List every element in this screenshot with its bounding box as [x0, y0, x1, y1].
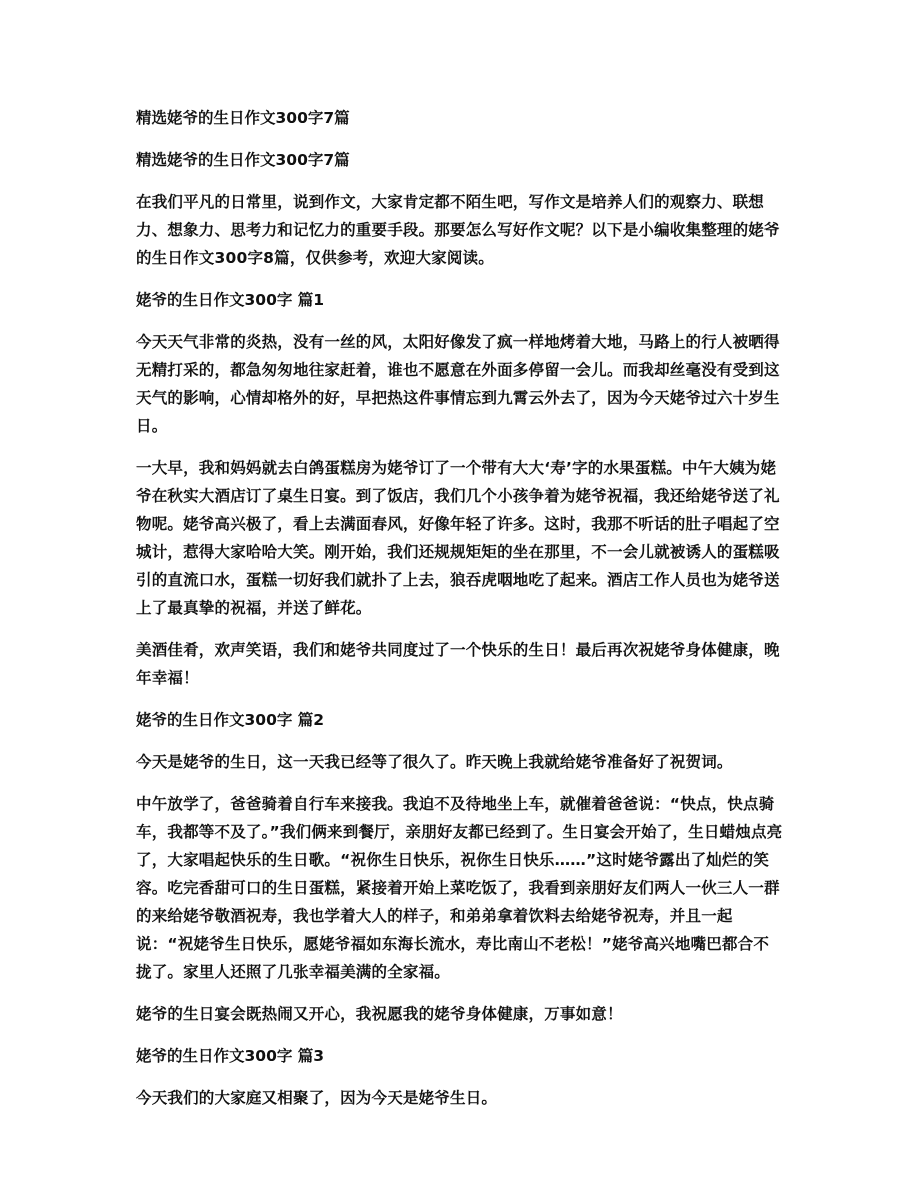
section-2 — [136, 706, 784, 1028]
document-subtitle: 精选姥爷的生日作文300字7篇 — [136, 151, 350, 169]
section-1 — [136, 286, 784, 692]
intro-paragraph: 在我们平凡的日常里，说到作文，大家肯定都不陌生吧，写作文是培养人们的观察力、联想力、想象力、思考力和记忆力的重要手段。那要怎么写好作文呢？以下是小编收集整理的姥爷的生日作文300字8篇，仅供参考，欢迎大家阅读。 — [136, 193, 780, 267]
section-heading: 姥爷的生日作文300字 篇2 — [136, 711, 325, 729]
document-title: 精选姥爷的生日作文300字7篇 — [136, 109, 350, 127]
document-body — [136, 104, 784, 1126]
section-heading: 姥爷的生日作文300字 篇3 — [136, 1047, 325, 1065]
section-3 — [136, 1042, 784, 1112]
section-heading: 姥爷的生日作文300字 篇1 — [136, 291, 325, 309]
section-paragraph: 今天天气非常的炎热，没有一丝的风，太阳好像发了疯一样地烤着大地，马路上的行人被晒得无精打采的，都急匆匆地往家赶着，谁也不愿意在外面多停留一会儿。而我却丝毫没有受到这天气的影响，心情却格外的好，早把热这件事情忘到九霄云外去了，因为今天姥爷过六十岁生日。 — [136, 333, 780, 435]
section-paragraph: 今天我们的大家庭又相聚了，因为今天是姥爷生日。 — [136, 1089, 498, 1107]
section-paragraph: 今天是姥爷的生日，这一天我已经等了很久了。昨天晚上我就给姥爷准备好了祝贺词。 — [136, 753, 733, 771]
section-paragraph: 中午放学了，爸爸骑着自行车来接我。我迫不及待地坐上车，就催着爸爸说：“快点，快点骑车，我都等不及了。”我们俩来到餐厅，亲朋好友都已经到了。生日宴会开始了，生日蜡烛点亮了，大家唱起快乐的生日歌。“祝你生日快乐，祝你生日快乐……”这时姥爷露出了灿烂的笑容。吃完香甜可口的生日蛋糕，紧接着开始上菜吃饭了，我看到亲朋好友们两人一伙三人一群的来给姥爷敬酒祝寿，我也学着大人的样子，和弟弟拿着饮料去给姥爷祝寿，并且一起说：“祝姥爷生日快乐，愿姥爷福如东海长流水，寿比南山不老松！”姥爷高兴地嘴巴都合不拢了。家里人还照了几张幸福美满的全家福。 — [136, 795, 783, 981]
section-paragraph: 美酒佳肴，欢声笑语，我们和姥爷共同度过了一个快乐的生日！最后再次祝姥爷身体健康，晚年幸福！ — [136, 641, 780, 687]
section-paragraph: 一大早，我和妈妈就去白鸽蛋糕房为姥爷订了一个带有大大‘寿’字的水果蛋糕。中午大姨为姥爷在秋实大酒店订了桌生日宴。到了饭店，我们几个小孩争着为姥爷祝福，我还给姥爷送了礼物呢。姥爷高兴极了，看上去满面春风，好像年轻了许多。这时，我那不听话的肚子唱起了空城计，惹得大家哈哈大笑。刚开始，我们还规规矩矩的坐在那里，不一会儿就被诱人的蛋糕吸引的直流口水，蛋糕一切好我们就扑了上去，狼吞虎咽地吃了起来。酒店工作人员也为姥爷送上了最真挚的祝福，并送了鲜花。 — [136, 459, 780, 617]
section-paragraph: 姥爷的生日宴会既热闹又开心，我祝愿我的姥爷身体健康，万事如意！ — [136, 1005, 623, 1023]
